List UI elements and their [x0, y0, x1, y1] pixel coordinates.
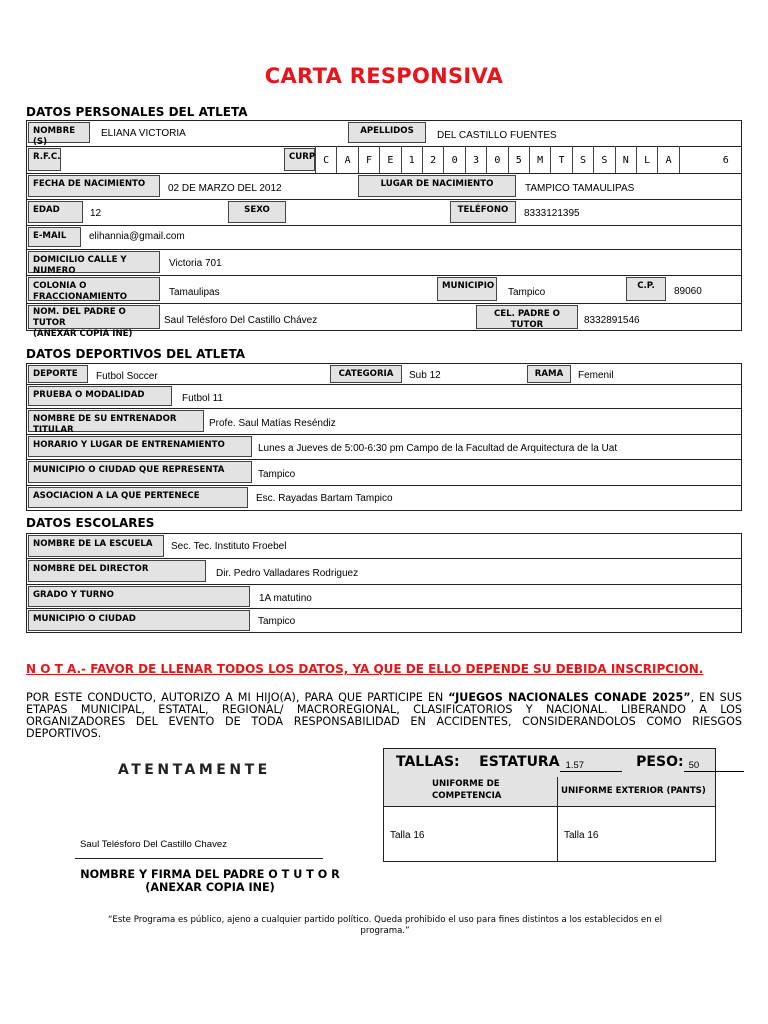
- director-field[interactable]: Dir. Pedro Valladares Rodriguez: [216, 568, 359, 579]
- nota-text: N O T A.- FAVOR DE LLENAR TODOS LOS DATOS, YA QUE DE ELLO DEPENDE SU DEBIDA INSCRIPCION.: [26, 662, 704, 676]
- deporte-field[interactable]: Futbol Soccer: [96, 371, 158, 382]
- padre-label-line2: (ANEXAR COPIA INE): [33, 329, 133, 339]
- domicilio-field[interactable]: Victoria 701: [169, 258, 222, 269]
- edad-label: EDAD: [28, 201, 83, 223]
- curp-char[interactable]: 2: [422, 146, 443, 173]
- peso-label: PESO:: [636, 754, 684, 770]
- sexo-field[interactable]: [288, 201, 448, 223]
- escuela-field[interactable]: Sec. Tec. Instituto Froebel: [171, 541, 287, 552]
- director-label: NOMBRE DEL DIRECTOR: [28, 560, 206, 582]
- nombre-label: NOMBRE (S): [28, 122, 90, 143]
- curp-char[interactable]: C: [315, 146, 336, 173]
- curp-char[interactable]: 0: [443, 146, 464, 173]
- colonia-field[interactable]: Tamaulipas: [169, 287, 220, 298]
- categoria-field[interactable]: Sub 12: [409, 370, 441, 381]
- grado-field[interactable]: 1A matutino: [259, 593, 312, 604]
- firma-label-line1: NOMBRE Y FIRMA DEL PADRE O T U T O R: [80, 868, 340, 881]
- firma-line: [75, 858, 323, 859]
- uniforme-exterior-label: UNIFORME EXTERIOR (PANTS): [561, 786, 706, 796]
- cp-label: C.P.: [626, 277, 666, 301]
- municipio-field[interactable]: Tampico: [508, 287, 546, 298]
- horario-field[interactable]: Lunes a Jueves de 5:00-6:30 pm Campo de la Facultad de Arquitectura de la Uat: [258, 443, 618, 454]
- email-field[interactable]: elihannia@gmail.com: [89, 231, 185, 242]
- grado-label: GRADO Y TURNO: [28, 586, 250, 607]
- footer-disclaimer: “Este Programa es público, ajeno a cualquier partido político. Queda prohibido el uso para fines distintos a los establecidos en el programa.”: [107, 915, 663, 936]
- municipio-representa-field[interactable]: Tampico: [258, 469, 296, 480]
- curp-label: CURP: [284, 148, 315, 171]
- curp-char[interactable]: 0: [486, 146, 507, 173]
- curp-char[interactable]: N: [615, 146, 636, 173]
- nombre-field[interactable]: ELIANA VICTORIA: [101, 128, 186, 139]
- estatura-label: ESTATURA: [479, 754, 560, 770]
- page-title: CARTA RESPONSIVA: [264, 64, 504, 88]
- rama-field[interactable]: Femenil: [578, 370, 614, 381]
- section-heading-deportivos: DATOS DEPORTIVOS DEL ATLETA: [26, 347, 246, 361]
- asociacion-field[interactable]: Esc. Rayadas Bartam Tampico: [256, 493, 393, 504]
- municipio-label: MUNICIPIO: [437, 277, 497, 301]
- curp-char[interactable]: 6: [679, 146, 741, 173]
- curp-char[interactable]: L: [636, 146, 657, 173]
- cp-field[interactable]: 89060: [674, 286, 702, 297]
- curp-char[interactable]: A: [657, 146, 678, 173]
- municipio-escuela-label: MUNICIPIO O CIUDAD: [28, 610, 250, 631]
- tallas-label: TALLAS:: [396, 754, 460, 770]
- padre-label: [28, 305, 160, 339]
- domicilio-label: DOMICILIO CALLE Y NUMERO: [28, 251, 160, 273]
- uniforme-competencia-label: UNIFORME DE COMPETENCIA: [432, 779, 502, 801]
- rama-label: RAMA: [527, 365, 571, 383]
- rfc-field[interactable]: [62, 148, 282, 171]
- firma-label: [60, 868, 360, 894]
- prueba-field[interactable]: Futbol 11: [182, 393, 223, 404]
- telefono-label: TELÉFONO: [450, 201, 516, 223]
- email-label: E-MAIL: [28, 227, 81, 247]
- entrenador-label: NOMBRE DE SU ENTRENADOR TITULAR: [28, 410, 204, 432]
- peso-field[interactable]: 50: [684, 760, 744, 772]
- atentamente-label: ATENTAMENTE: [118, 762, 271, 778]
- section-heading-personal: DATOS PERSONALES DEL ATLETA: [26, 105, 248, 119]
- telefono-field[interactable]: 8333121395: [524, 208, 580, 219]
- deporte-label: DEPORTE: [28, 365, 88, 383]
- fecha-field[interactable]: 02 DE MARZO DEL 2012: [168, 183, 282, 194]
- firma-label-line2: (ANEXAR COPIA INE): [145, 881, 275, 894]
- curp-char[interactable]: M: [529, 146, 550, 173]
- tallas-divider: [557, 777, 558, 862]
- sexo-label: SEXO: [228, 201, 286, 223]
- categoria-label: CATEGORIA: [330, 365, 402, 383]
- colonia-label: COLONIA O FRACCIONAMIENTO: [28, 277, 160, 301]
- padre-field[interactable]: Saul Telésforo Del Castillo Chávez: [164, 315, 318, 326]
- asociacion-label: ASOCIACION A LA QUE PERTENECE: [28, 487, 248, 508]
- municipio-representa-label: MUNICIPIO O CIUDAD QUE REPRESENTA: [28, 461, 252, 483]
- fecha-label: FECHA DE NACIMIENTO: [28, 175, 160, 197]
- curp-char[interactable]: 1: [401, 146, 422, 173]
- prueba-label: PRUEBA O MODALIDAD: [28, 386, 172, 406]
- tallas-header-text: [396, 754, 744, 772]
- autorizacion-paragraph: [26, 692, 742, 740]
- uniforme-competencia-field[interactable]: Talla 16: [390, 830, 425, 841]
- section-heading-escolares: DATOS ESCOLARES: [26, 516, 155, 530]
- lugar-label: LUGAR DE NACIMIENTO: [358, 175, 516, 197]
- curp-char[interactable]: S: [572, 146, 593, 173]
- apellidos-label: APELLIDOS: [348, 122, 426, 143]
- padre-label-line1: NOM. DEL PADRE O TUTOR: [33, 307, 126, 328]
- cel-field[interactable]: 8332891546: [584, 315, 640, 326]
- autorizacion-evento: “JUEGOS NACIONALES CONADE 2025”: [448, 691, 691, 704]
- curp-char[interactable]: S: [593, 146, 614, 173]
- autorizacion-pre: POR ESTE CONDUCTO, AUTORIZO A MI HIJO(A), PARA QUE PARTICIPE EN: [26, 691, 449, 704]
- uniforme-exterior-field[interactable]: Talla 16: [564, 830, 599, 841]
- escuela-label: NOMBRE DE LA ESCUELA: [28, 535, 164, 557]
- curp-char[interactable]: F: [358, 146, 379, 173]
- curp-char[interactable]: 3: [465, 146, 486, 173]
- firma-nombre[interactable]: Saul Telésforo Del Castillo Chavez: [80, 839, 227, 850]
- municipio-escuela-field[interactable]: Tampico: [258, 616, 296, 627]
- apellidos-field[interactable]: DEL CASTILLO FUENTES: [437, 130, 557, 141]
- curp-char[interactable]: 5: [508, 146, 529, 173]
- curp-char[interactable]: T: [550, 146, 571, 173]
- horario-label: HORARIO Y LUGAR DE ENTRENAMIENTO: [28, 436, 252, 457]
- rfc-label: R.F.C.: [28, 148, 61, 171]
- cel-label: CEL. PADRE O TUTOR: [476, 305, 578, 329]
- curp-char[interactable]: A: [336, 146, 357, 173]
- estatura-field[interactable]: 1.57: [560, 760, 622, 772]
- curp-char[interactable]: E: [379, 146, 400, 173]
- edad-field[interactable]: 12: [90, 208, 102, 219]
- autorizacion-post: , EN SUS ETAPAS MUNICIPAL, ESTATAL, REGIONAL/ MACROREGIONAL, CLASIFICATORIOS Y NACIONAL. LIBERANDO A LOS ORGANIZADORES DEL EVENTO DE TODA RESPONSABILIDAD EN ACCIDENTES, CONSIDERANDOLOS COMO RIESGOS DEPORTIVOS.: [26, 691, 742, 740]
- entrenador-field[interactable]: Profe. Saul Matías Reséndiz: [209, 418, 336, 429]
- lugar-field[interactable]: TAMPICO TAMAULIPAS: [525, 183, 635, 194]
